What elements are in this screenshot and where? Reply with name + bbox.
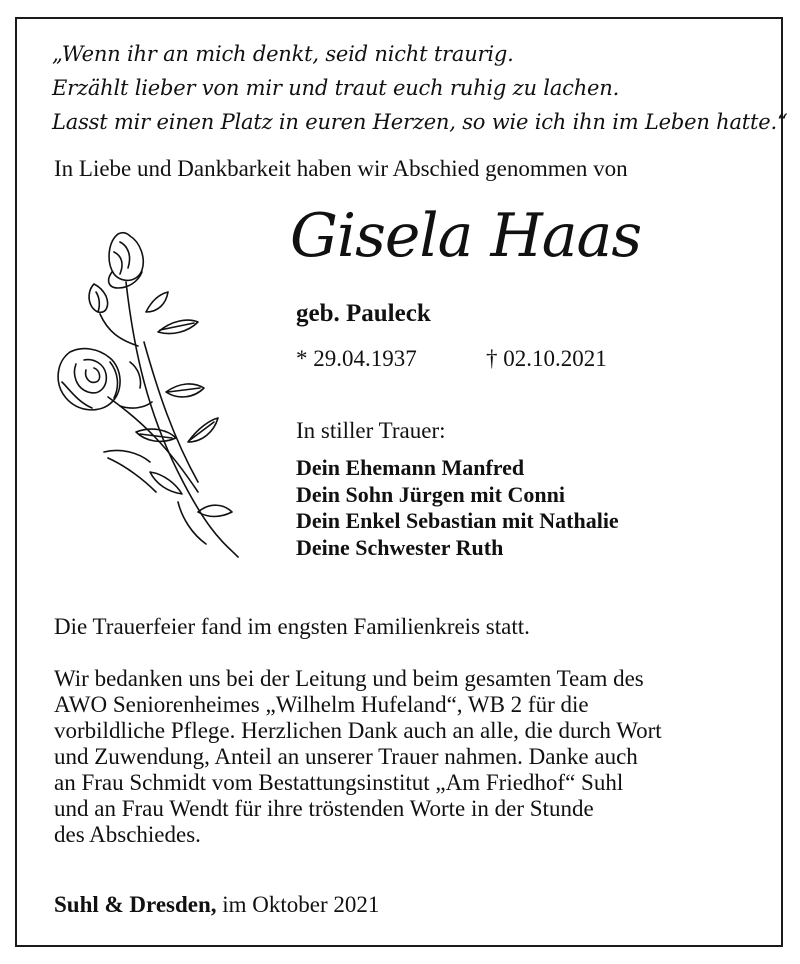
rose-icon	[48, 222, 248, 572]
closing-line	[54, 892, 379, 918]
thanks-line: des Abschiedes.	[54, 822, 201, 847]
thanks-paragraph	[54, 666, 662, 848]
maiden-name: geb. Pauleck	[296, 300, 431, 327]
intro-text: In Liebe und Dankbarkeit haben wir Abschied genommen von	[54, 156, 628, 181]
death-date: † 02.10.2021	[486, 346, 607, 371]
closing-date: im Oktober 2021	[222, 892, 380, 917]
thanks-line: und Zuwendung, Anteil an unserer Trauer nahmen. Danke auch	[54, 744, 638, 769]
mourners-list	[296, 455, 619, 561]
quote-block	[52, 37, 788, 139]
mourner-line: Dein Sohn Jürgen mit Conni	[296, 481, 565, 507]
closing-place: Suhl & Dresden,	[54, 892, 217, 917]
quote-line: Erzählt lieber von mir und traut euch ruhig zu lachen.	[52, 76, 620, 100]
thanks-line: vorbildliche Pflege. Herzlichen Dank auch an alle, die durch Wort	[54, 718, 662, 743]
deceased-name: Gisela Haas	[290, 201, 642, 271]
quote-line: „Wenn ihr an mich denkt, seid nicht traurig.	[52, 42, 514, 66]
quote-line: Lasst mir einen Platz in euren Herzen, so wie ich ihn im Leben hatte.“	[52, 110, 788, 134]
mourner-line: Dein Ehemann Manfred	[296, 455, 525, 480]
ceremony-text: Die Trauerfeier fand im engsten Familienkreis statt.	[54, 614, 530, 639]
thanks-line: AWO Seniorenheimes „Wilhelm Hufeland“, WB 2 für die	[54, 692, 589, 717]
mourner-line: Deine Schwester Ruth	[296, 534, 504, 560]
birth-date: * 29.04.1937	[296, 346, 417, 371]
thanks-line: Wir bedanken uns bei der Leitung und beim gesamten Team des	[54, 666, 644, 691]
thanks-line: und an Frau Wendt für ihre tröstenden Worte in der Stunde	[54, 796, 594, 821]
mourner-line: Dein Enkel Sebastian mit Nathalie	[296, 508, 619, 533]
thanks-line: an Frau Schmidt vom Bestattungsinstitut „Am Friedhof“ Suhl	[54, 770, 624, 795]
mourners-heading: In stiller Trauer:	[296, 418, 446, 443]
